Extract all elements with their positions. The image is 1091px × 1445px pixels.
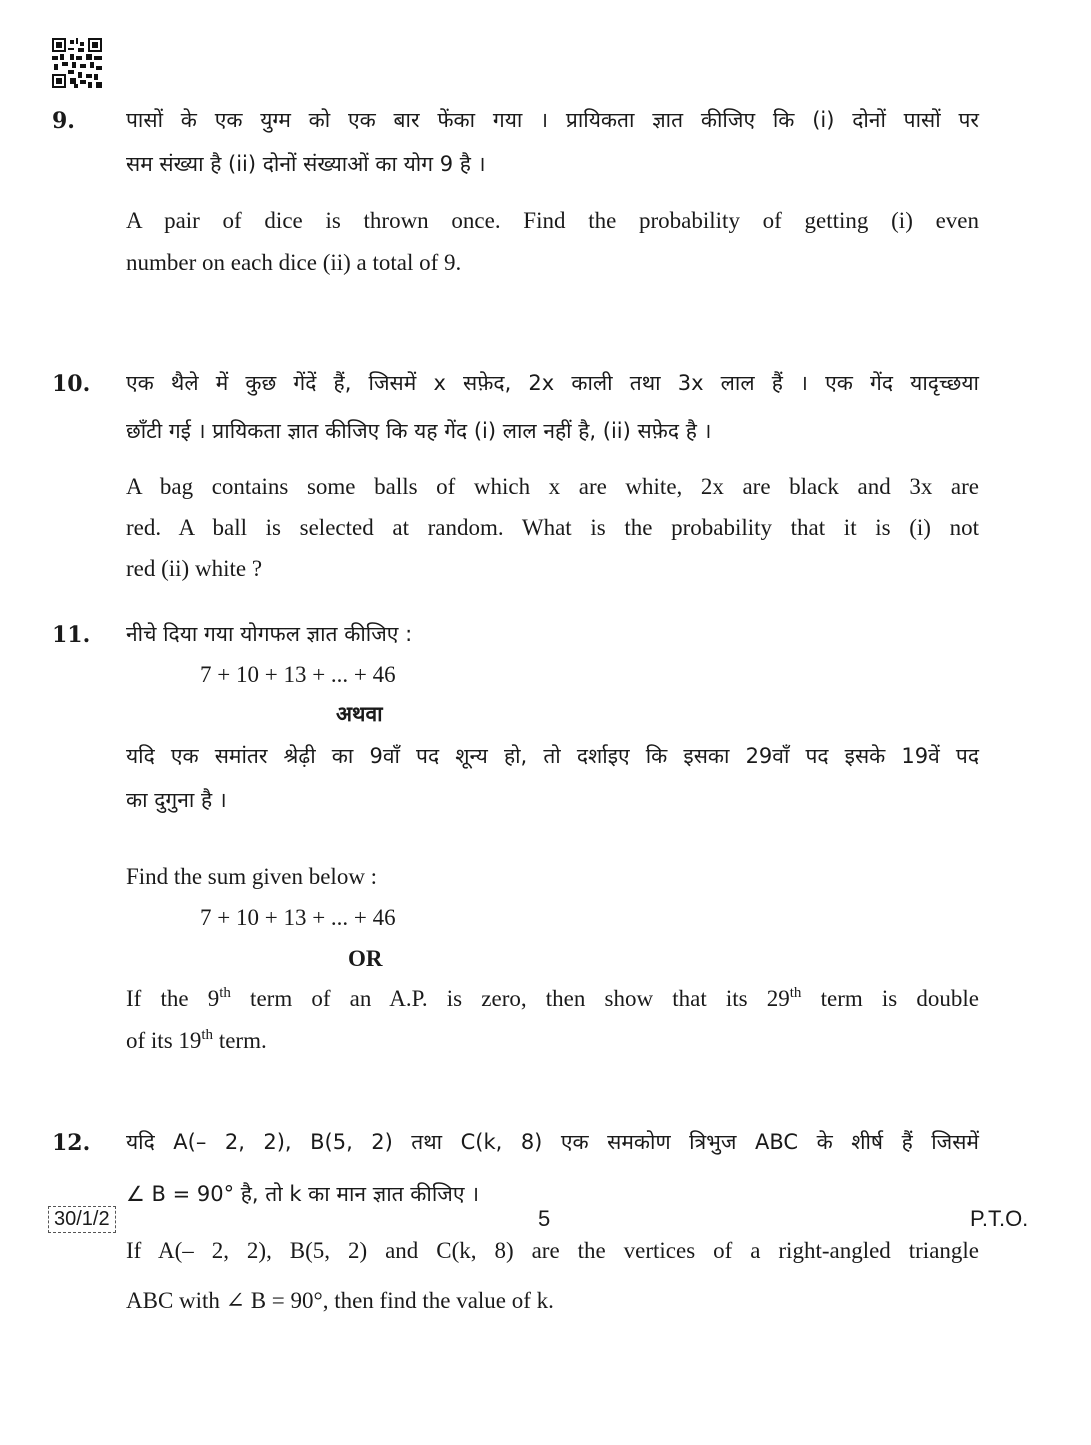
pto-label: P.T.O. xyxy=(970,1206,1029,1231)
question-number: 12. xyxy=(52,1130,91,1156)
question-text-english: A pair of dice is thrown once. Find the probability of getting (i) even xyxy=(126,208,979,233)
question-text-hindi: यदि एक समांतर श्रेढ़ी का 9वाँ पद शून्य हो, तो दर्शाइए कि इसका 29वाँ पद इसके 19वें पद xyxy=(126,744,979,768)
superscript: th xyxy=(201,1027,214,1043)
page-number: 5 xyxy=(538,1206,551,1231)
qr-code-icon xyxy=(52,38,102,88)
text-part: If the 9 xyxy=(126,986,220,1011)
question-text-english: red. A ball is selected at random. What is the probability that it is (i) not xyxy=(126,515,979,540)
question-text-hindi: का दुगुना है । xyxy=(126,788,227,812)
question-text-hindi: ∠ B = 90° है, तो k का मान ज्ञात कीजिए । xyxy=(126,1182,480,1206)
question-number: 9. xyxy=(52,108,75,134)
text-part: of its 19 xyxy=(126,1028,202,1053)
question-text-hindi: नीचे दिया गया योगफल ज्ञात कीजिए : xyxy=(126,622,413,646)
question-text-english: A bag contains some balls of which x are white, 2x are black and 3x are xyxy=(126,474,979,499)
question-text-english: Find the sum given below : xyxy=(126,864,378,889)
question-text-english: red (ii) white ? xyxy=(126,556,263,581)
question-text-english: If A(– 2, 2), B(5, 2) and C(k, 8) are the vertices of a right-angled triangle xyxy=(126,1238,979,1263)
series-expression: 7 + 10 + 13 + ... + 46 xyxy=(200,662,396,687)
question-text-hindi: सम संख्या है (ii) दोनों संख्याओं का योग 9 है । xyxy=(126,152,486,176)
superscript: th xyxy=(219,985,231,1001)
text-part: term of an A.P. is zero, then show that its 29 xyxy=(230,986,790,1011)
or-label-english: OR xyxy=(348,946,383,971)
question-number: 11. xyxy=(52,622,91,648)
question-text-english xyxy=(126,986,979,1012)
text-part: term. xyxy=(213,1028,267,1053)
question-number: 10. xyxy=(52,371,91,397)
question-text-hindi: यदि A(– 2, 2), B(5, 2) तथा C(k, 8) एक समकोण त्रिभुज ABC के शीर्ष हैं जिसमें xyxy=(126,1130,979,1154)
question-text-hindi: एक थैले में कुछ गेंदें हैं, जिसमें x सफ़ेद, 2x काली तथा 3x लाल हैं । एक गेंद यादृच्छया xyxy=(126,371,979,395)
paper-code: 30/1/2 xyxy=(48,1206,116,1233)
question-text-english: ABC with ∠ B = 90°, then find the value of k. xyxy=(126,1288,554,1313)
question-text-hindi: पासों के एक युग्म को एक बार फेंका गया । प्रायिकता ज्ञात कीजिए कि (i) दोनों पासों पर xyxy=(126,108,979,132)
question-text-hindi: छाँटी गई । प्रायिकता ज्ञात कीजिए कि यह गेंद (i) लाल नहीं है, (ii) सफ़ेद है । xyxy=(126,419,712,443)
series-expression: 7 + 10 + 13 + ... + 46 xyxy=(200,905,396,930)
superscript: th xyxy=(789,985,802,1001)
text-part: term is double xyxy=(801,986,979,1011)
or-label-hindi: अथवा xyxy=(336,702,383,726)
question-text-english xyxy=(126,1028,267,1054)
question-text-english: number on each dice (ii) a total of 9. xyxy=(126,250,462,275)
